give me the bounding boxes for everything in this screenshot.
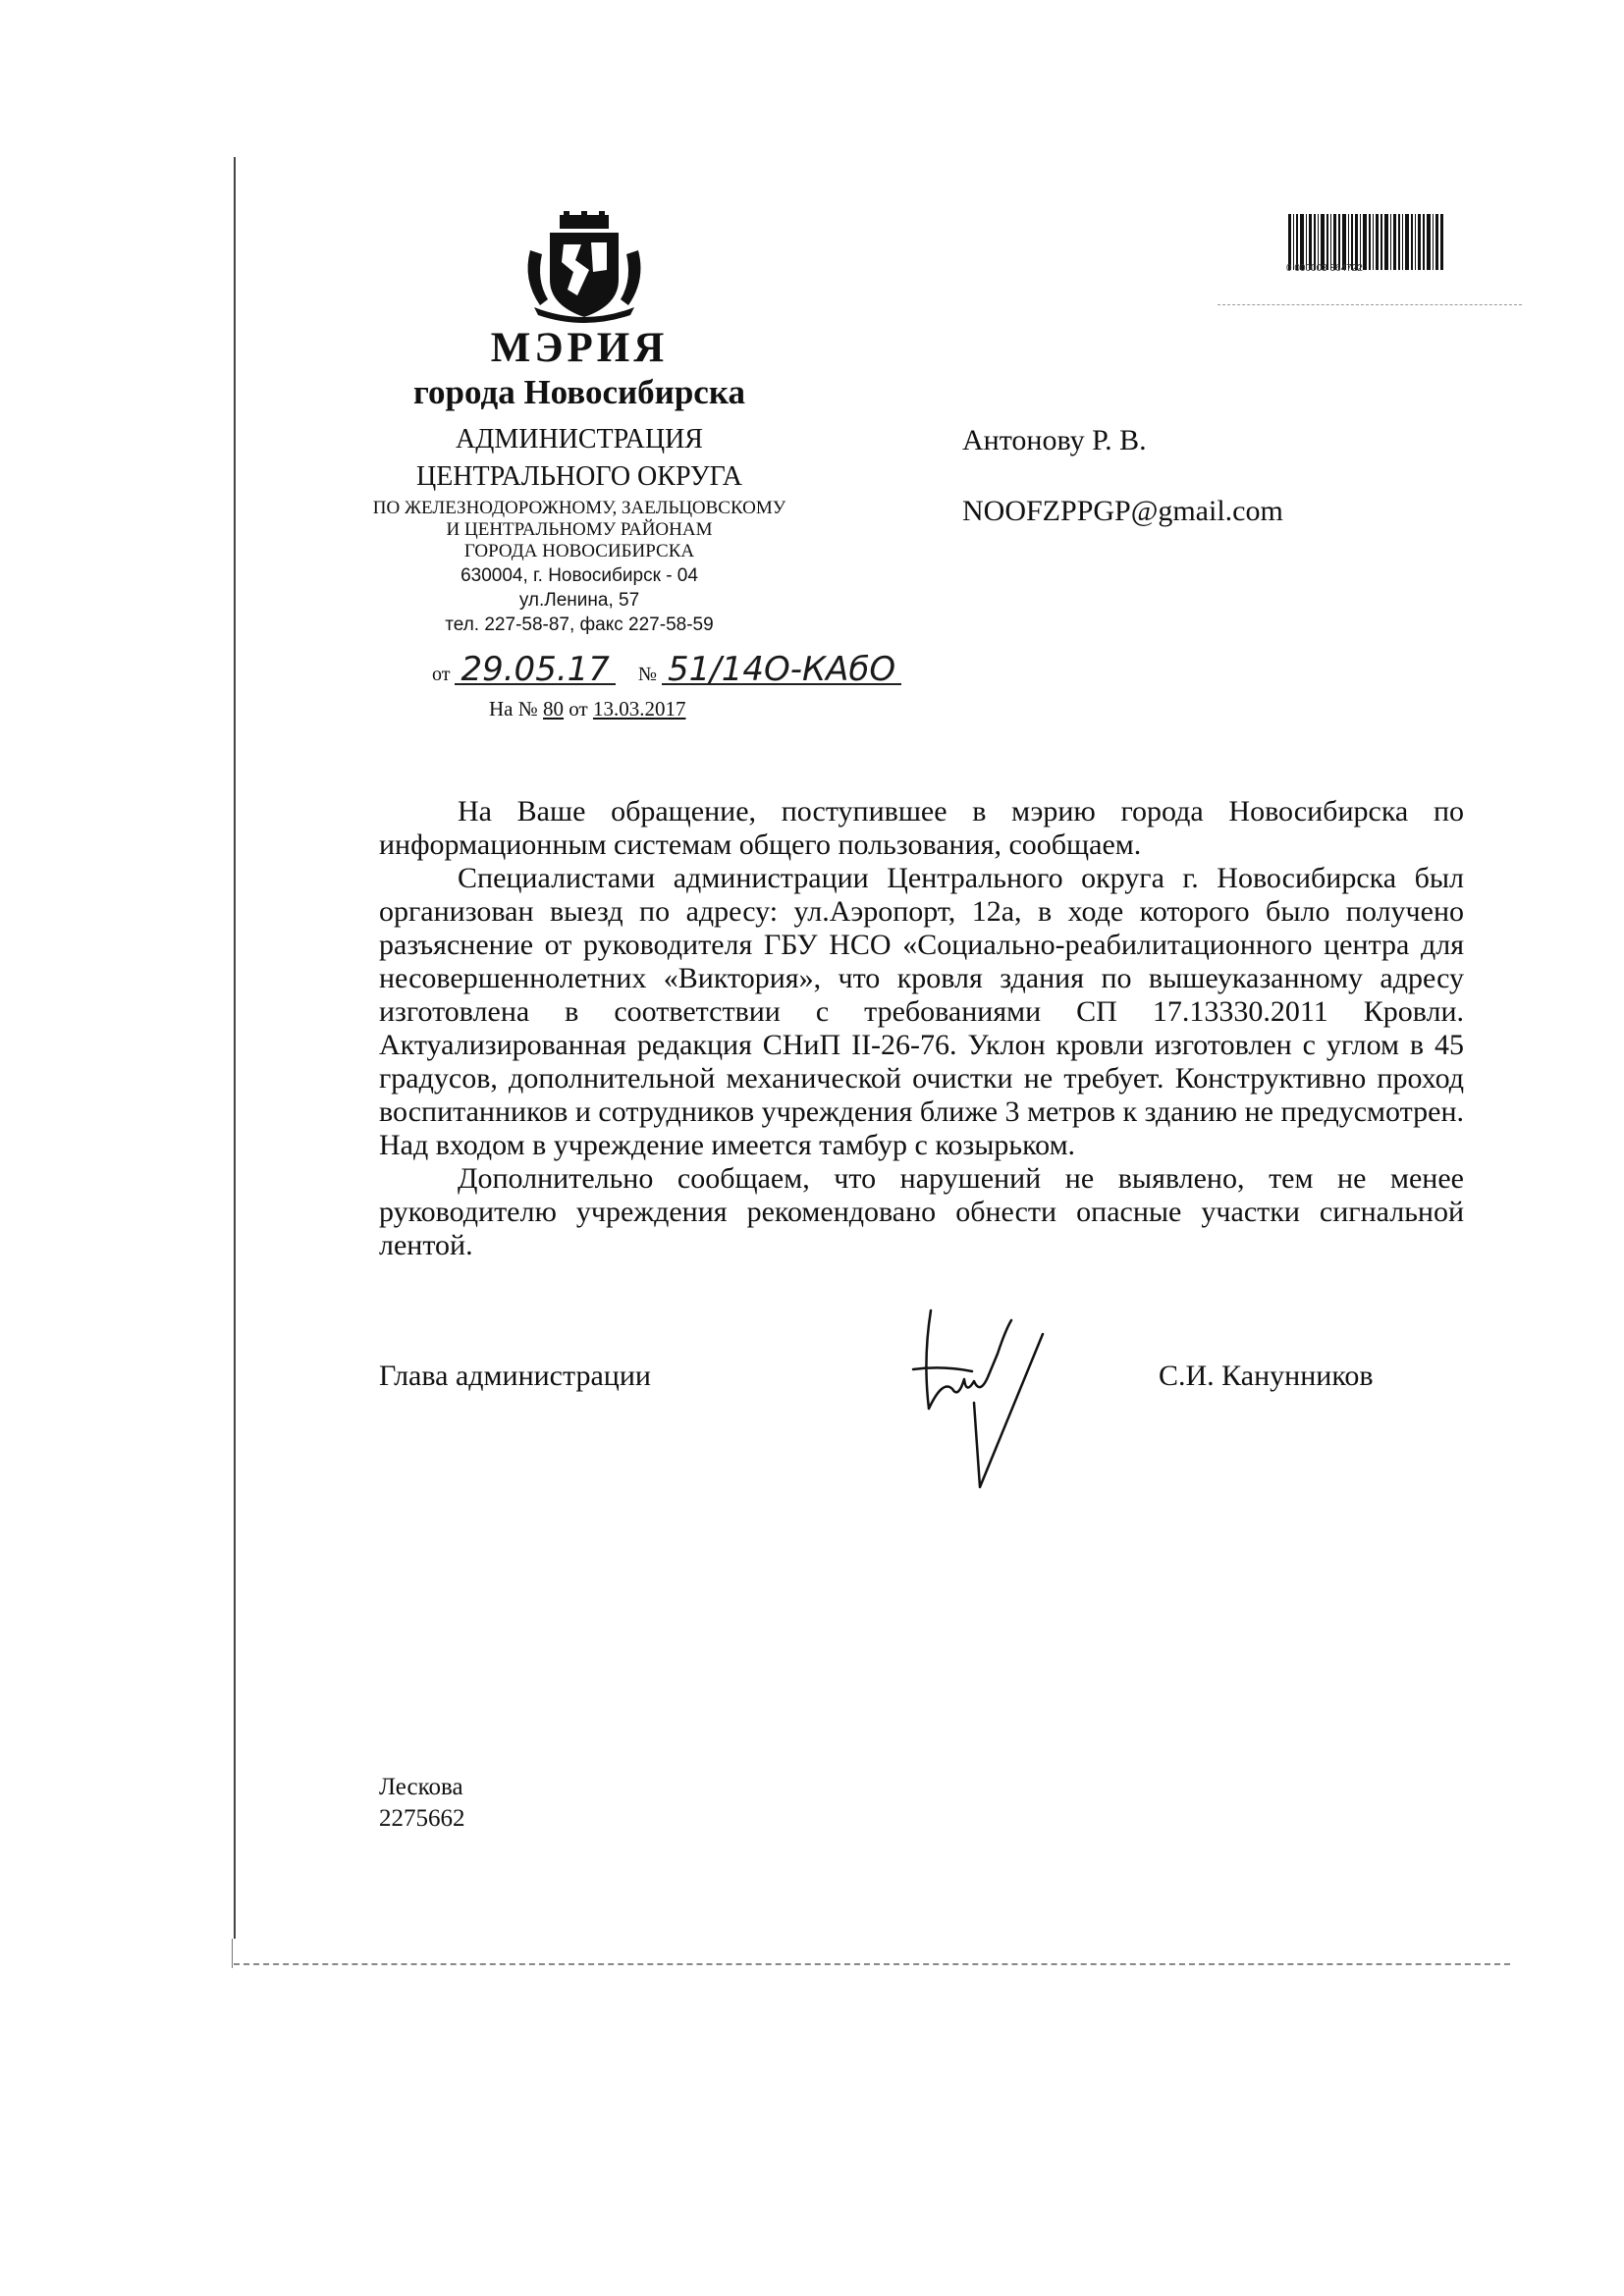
letterhead-admin-line1: АДМИНИСТРАЦИЯ	[456, 424, 703, 454]
letterhead-admin-line2: ЦЕНТРАЛЬНОГО ОКРУГА	[415, 461, 743, 492]
letterhead-districts-line3: ГОРОДА НОВОСИБИРСКА	[463, 541, 695, 561]
scan-edge-line	[234, 157, 236, 1939]
letter-body	[379, 795, 1464, 1262]
letterhead-address-line2: ул.Ленина, 57	[518, 590, 640, 611]
signatory-role: Глава администрации	[379, 1360, 651, 1392]
handwritten-signature	[903, 1301, 1100, 1497]
scan-edge-line-lower	[232, 1939, 233, 1968]
reg-date-handwritten: 29.05.17	[455, 656, 615, 685]
registration-line	[432, 650, 901, 689]
letterhead-title: МЭРИЯ	[490, 325, 669, 371]
recipient-name: Антонову Р. В.	[962, 424, 1147, 456]
in-reply-label: На №	[489, 697, 538, 721]
reg-number-label: №	[637, 664, 657, 685]
in-reply-number: 80	[543, 697, 565, 721]
coat-of-arms-emblem	[520, 211, 648, 324]
executor-phone: 2275662	[379, 1805, 465, 1832]
body-paragraph-1: На Ваше обращение, поступившее в мэрию города Новосибирска по информационным системам общего пользования, сообщаем.	[379, 795, 1464, 861]
body-paragraph-2: Специалистами администрации Центрального округа г. Новосибирска был организован выезд по адресу: ул.Аэропорт, 12а, в ходе которого было получено разъяснение от руководителя ГБУ НСО «Социально-реабилитационного центра для несовершеннолетних «Виктория», что кровля здания по вышеуказанному адресу изготовлена в соответствии с требованиями СП 17.13330.2011 Кровли. Актуализированная редакция СНиП II-26-76. Уклон кровли изготовлен с углом в 45 градусов, дополнительной механической очистки не требует. Конструктивно проход воспитанников и сотрудников учреждения ближе 3 метров к зданию не предусмотрен. Над входом в учреждение имеется тамбур с козырьком.	[379, 862, 1464, 1161]
body-paragraph-3: Дополнительно сообщаем, что нарушений не выявлено, тем не менее руководителю учреждения рекомендовано обнести опасные участки сигнальной лентой.	[379, 1162, 1464, 1261]
letterhead-districts-line1: ПО ЖЕЛЕЗНОДОРОЖНОМУ, ЗАЕЛЬЦОВСКОМУ	[372, 498, 786, 518]
scan-bottom-line	[234, 1963, 1510, 1965]
letterhead-districts-line2: И ЦЕНТРАЛЬНОМУ РАЙОНАМ	[446, 519, 713, 540]
letterhead-city: города Новосибирска	[413, 373, 745, 411]
recipient-email: NOOFZPPGP@gmail.com	[962, 495, 1283, 527]
letterhead-address-line3: тел. 227-58-87, факс 227-58-59	[445, 614, 714, 635]
executor-name: Лескова	[379, 1774, 463, 1800]
in-reply-date: 13.03.2017	[592, 697, 686, 721]
barcode-underline	[1218, 304, 1522, 305]
in-reply-from: от	[568, 697, 588, 721]
in-reply-line	[489, 697, 685, 721]
signatory-name: С.И. Канунников	[1159, 1360, 1374, 1392]
reg-number-handwritten: 51/14О-КАбО	[662, 656, 901, 685]
barcode-number: 0 000003 864722	[1286, 263, 1363, 274]
letterhead-address-line1: 630004, г. Новосибирск - 04	[460, 565, 698, 586]
reg-from-label: от	[432, 664, 451, 685]
